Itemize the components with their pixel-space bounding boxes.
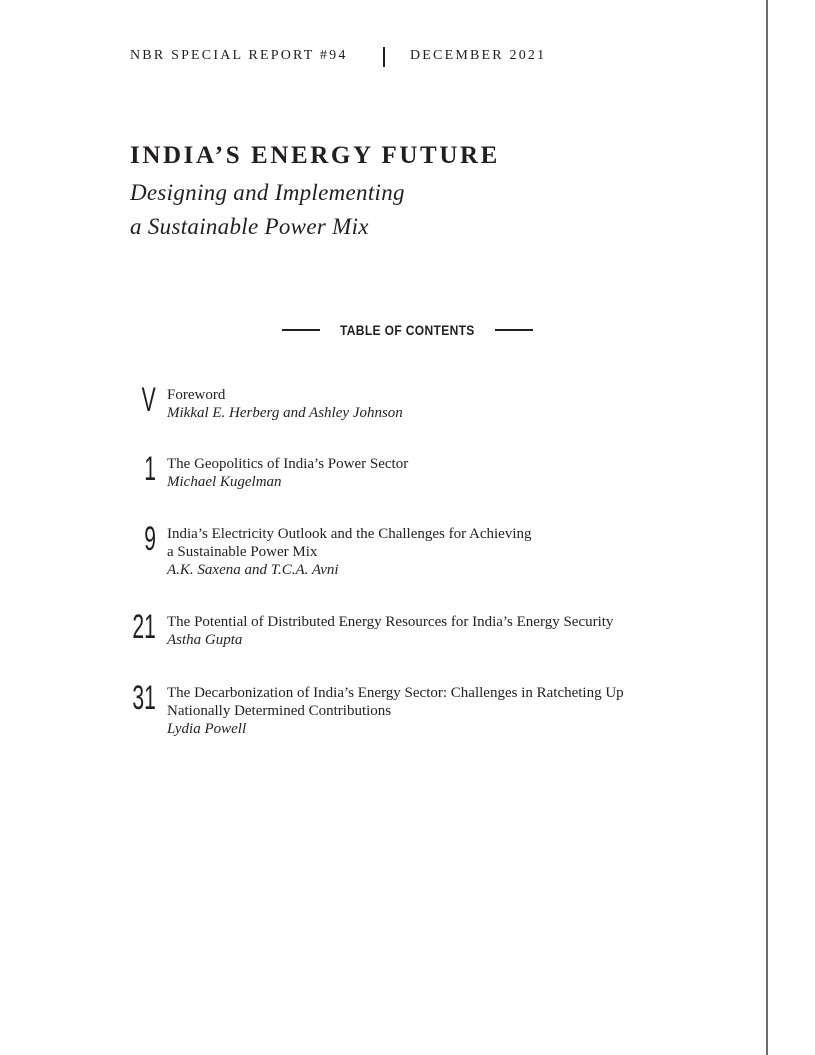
toc-page-number: 1	[144, 450, 156, 488]
report-title: INDIA’S ENERGY FUTURE	[130, 142, 500, 169]
toc-entry-text	[167, 525, 727, 580]
toc-entry-text	[167, 455, 727, 492]
report-date: DECEMBER 2021	[410, 48, 547, 63]
toc-entry-title-line-1: India’s Electricity Outlook and the Challenges for Achieving	[167, 526, 532, 542]
toc-heading-rule-left	[282, 329, 320, 331]
page-edge-rule	[766, 0, 768, 1055]
toc-heading	[0, 322, 815, 338]
toc-entry-author: Astha Gupta	[167, 632, 243, 648]
toc-entry-author: Mikkal E. Herberg and Ashley Johnson	[167, 405, 403, 421]
toc-entry-text	[167, 613, 727, 650]
toc-entry-author: Michael Kugelman	[167, 474, 282, 490]
toc-entry-title-line-2: Nationally Determined Contributions	[167, 703, 392, 719]
header-divider	[383, 47, 385, 67]
toc-entry-text	[167, 386, 727, 423]
toc-entry-title: The Geopolitics of India’s Power Sector	[167, 456, 409, 472]
toc-entry-title: Foreword	[167, 387, 226, 403]
toc-entry-author: Lydia Powell	[167, 721, 247, 737]
toc-entry-title: The Potential of Distributed Energy Resources for India’s Energy Security	[167, 614, 614, 630]
toc-page-number: 31	[132, 679, 156, 717]
toc-page-number: 21	[132, 608, 156, 646]
toc-entry-author: A.K. Saxena and T.C.A. Avni	[167, 562, 339, 578]
toc-heading-rule-right	[495, 329, 533, 331]
toc-page-number: 9	[144, 520, 156, 558]
report-series: NBR SPECIAL REPORT #94	[130, 48, 348, 63]
toc-entry-title-line-2: a Sustainable Power Mix	[167, 544, 318, 560]
toc-heading-label: TABLE OF CONTENTS	[340, 322, 475, 338]
toc-page-number: V	[141, 381, 156, 419]
toc-entry-text	[167, 684, 727, 739]
toc-entry-title-line-1: The Decarbonization of India’s Energy Sector: Challenges in Ratcheting Up	[167, 685, 624, 701]
report-subtitle-line-2: a Sustainable Power Mix	[130, 214, 369, 239]
report-subtitle-line-1: Designing and Implementing	[130, 180, 405, 205]
